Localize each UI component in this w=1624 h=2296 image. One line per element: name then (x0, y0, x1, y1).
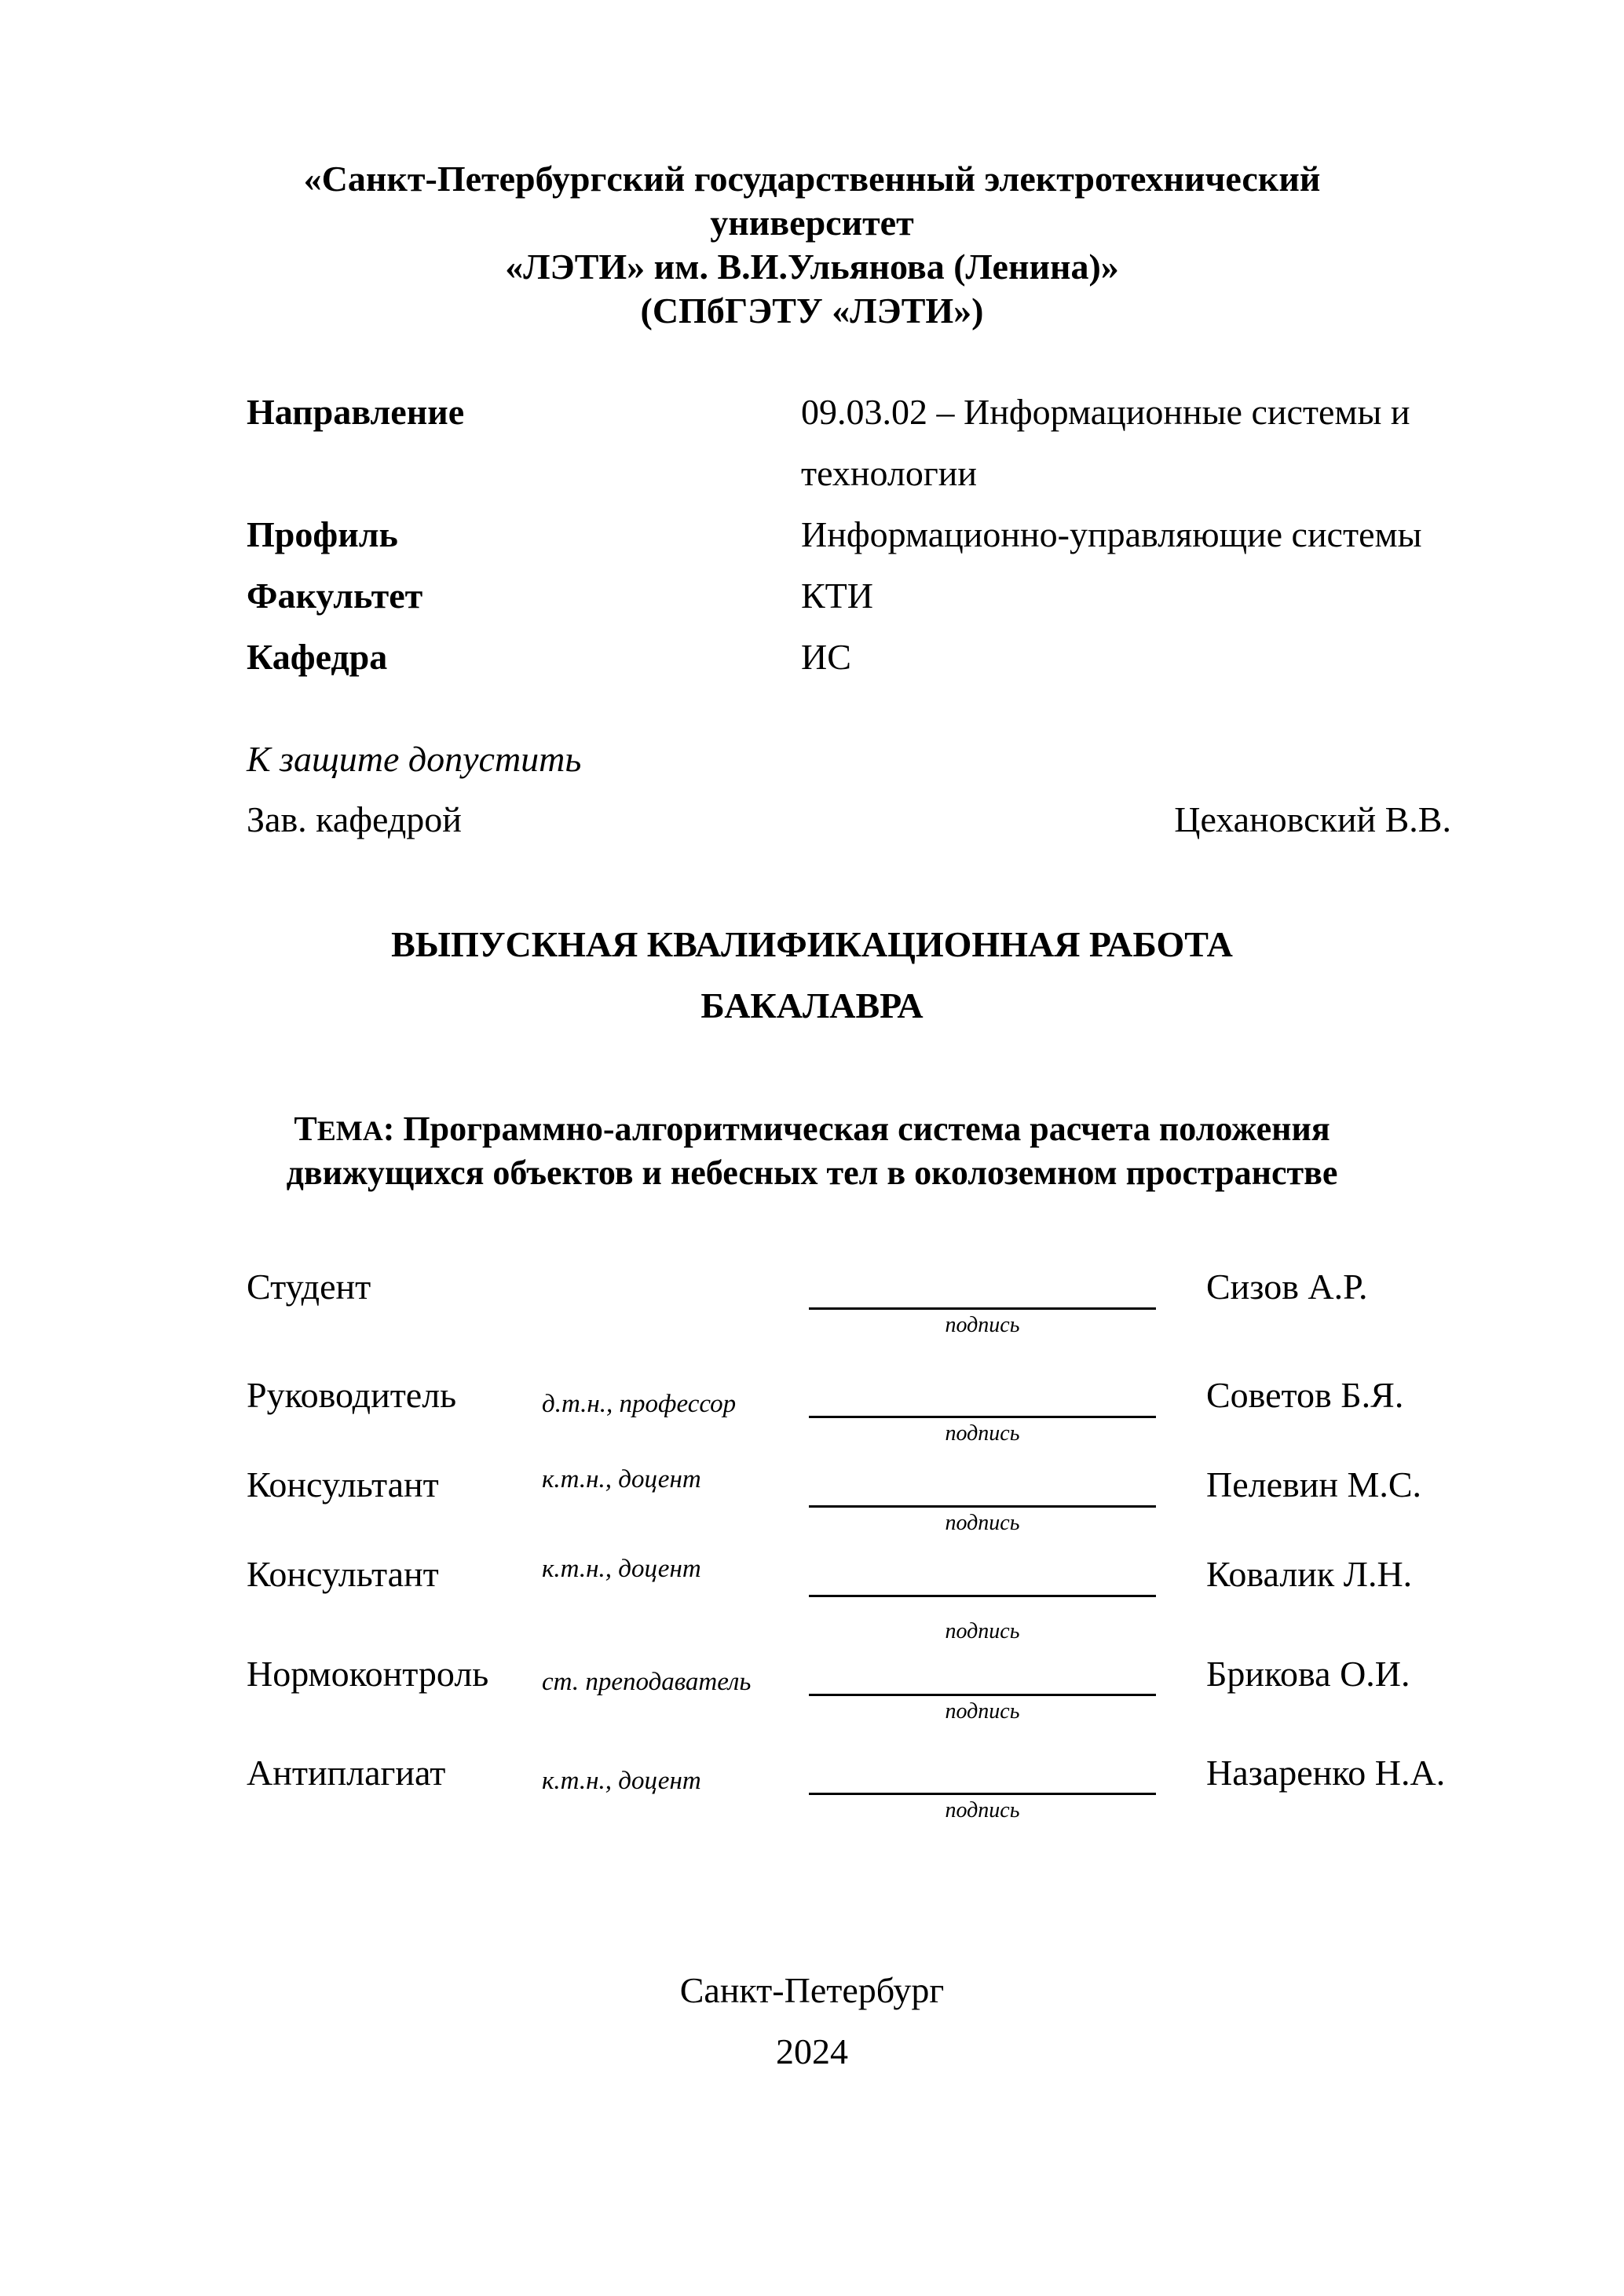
theme-line-2: движущихся объектов и небесных тел в околоземном пространстве (286, 1153, 1338, 1192)
theme-colon: : (382, 1110, 395, 1148)
signature-line[interactable] (809, 1416, 1156, 1418)
signature-degree: к.т.н., доцент (542, 1555, 701, 1583)
signature-role: Антиплагиат (247, 1753, 446, 1793)
signature-caption: подпись (945, 1798, 1020, 1823)
signature-person-name: Пелевин М.С. (1206, 1464, 1422, 1504)
signature-line[interactable] (809, 1694, 1156, 1696)
signature-degree: д.т.н., профессор (542, 1390, 737, 1418)
theme-prefix-first: Т (294, 1110, 317, 1148)
work-title-line-2: БАКАЛАВРА (700, 985, 924, 1026)
signature-line[interactable] (809, 1793, 1156, 1795)
footer-city: Санкт-Петербург (679, 1970, 945, 2010)
signature-person-name: Назаренко Н.А. (1206, 1753, 1446, 1793)
direction-label: Направление (247, 392, 465, 432)
signature-role: Нормоконтроль (247, 1654, 489, 1694)
signature-line[interactable] (809, 1595, 1156, 1597)
direction-value-cont: технологии (801, 453, 977, 493)
theme-prefix-rest: ЕМА (316, 1115, 383, 1146)
university-abbreviation: (СПбГЭТУ «ЛЭТИ») (640, 291, 984, 331)
profile-value: Информационно-управляющие системы (801, 514, 1422, 554)
department-value: ИС (801, 637, 851, 677)
direction-value: 09.03.02 – Информационные системы и (801, 392, 1410, 432)
signature-caption: подпись (945, 1421, 1020, 1446)
signature-role: Консультант (247, 1464, 439, 1504)
signature-line[interactable] (809, 1307, 1156, 1310)
signature-degree: ст. преподаватель (542, 1668, 752, 1696)
faculty-label: Факультет (247, 576, 423, 616)
university-name-line-2: университет (710, 203, 914, 243)
theme-line-1 (0, 1107, 1624, 1153)
faculty-value: КТИ (801, 576, 873, 616)
signature-caption: подпись (945, 1619, 1020, 1643)
signature-role: Консультант (247, 1554, 439, 1594)
signature-role: Студент (247, 1267, 371, 1307)
signature-role: Руководитель (247, 1375, 457, 1415)
signature-person-name: Советов Б.Я. (1206, 1375, 1404, 1415)
signature-person-name: Брикова О.И. (1206, 1654, 1410, 1694)
department-label: Кафедра (247, 637, 388, 677)
signature-degree: к.т.н., доцент (542, 1465, 701, 1493)
signature-caption: подпись (945, 1699, 1020, 1724)
signature-caption: подпись (945, 1313, 1020, 1337)
signature-person-name: Сизов А.Р. (1206, 1267, 1368, 1307)
university-name-line-1: «Санкт-Петербургский государственный электротехнический (303, 159, 1321, 199)
university-name-line-3: «ЛЭТИ» им. В.И.Ульянова (Ленина)» (505, 247, 1119, 287)
head-of-department-name: Цехановский В.В. (1174, 799, 1451, 839)
theme-text-1: Программно-алгоритмическая система расчета положения (394, 1110, 1330, 1148)
approval-caption: К защите допустить (247, 739, 582, 779)
signature-line[interactable] (809, 1505, 1156, 1508)
signature-degree: к.т.н., доцент (542, 1767, 701, 1795)
signature-caption: подпись (945, 1511, 1020, 1535)
footer-year: 2024 (776, 2031, 848, 2071)
signature-person-name: Ковалик Л.Н. (1206, 1554, 1413, 1594)
profile-label: Профиль (247, 514, 398, 554)
work-title-line-1: ВЫПУСКНАЯ КВАЛИФИКАЦИОННАЯ РАБОТА (391, 924, 1233, 964)
head-of-department-label: Зав. кафедрой (247, 799, 462, 839)
